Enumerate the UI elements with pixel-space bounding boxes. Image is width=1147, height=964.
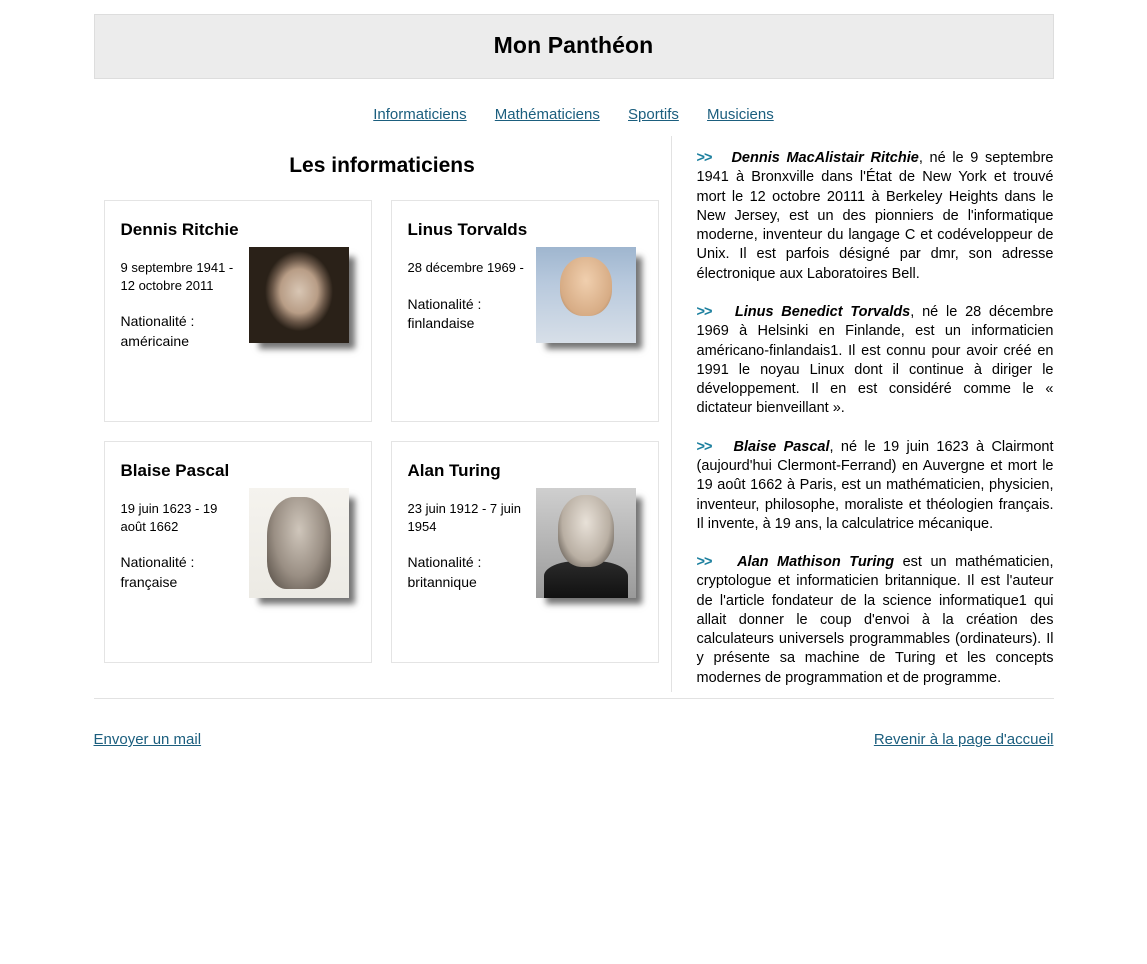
portrait-wrap xyxy=(536,247,636,405)
portrait-wrap xyxy=(536,488,636,646)
nav-link-musiciens[interactable]: Musiciens xyxy=(707,106,774,123)
bio-text: est un mathématicien, cryptologue et informaticien britannique. Il est l'auteur de l'article fondateur de la science informatique1 qui allait donner le coup d'envoi à la création des calculateurs universels programmables (ordinateurs). Il y présente sa machine de Turing et les concepts modernes de programmation et de programme. xyxy=(696,554,1054,686)
person-name: Alan Turing xyxy=(407,461,501,480)
bio-name: Blaise Pascal xyxy=(733,438,830,455)
portrait-wrap xyxy=(249,488,349,646)
back-home-link[interactable]: Revenir à la page d'accueil xyxy=(873,731,1054,749)
portrait-wrap xyxy=(249,247,349,405)
person-name: Dennis Ritchie xyxy=(120,220,239,239)
portrait-linus-torvalds-image xyxy=(536,247,636,343)
site-footer xyxy=(94,699,1054,748)
bio-text: , né le 19 juin 1623 à Clairmont (aujourd'hui Clermont-Ferrand) en Auvergne et mort le 19 août 1662 à Paris, est un mathématicien, physicien, inventeur, philosophe, moraliste et théologien français. Il invente, à 19 ans, la calculatrice mécanique. xyxy=(696,438,1054,532)
send-mail-link[interactable]: Envoyer un mail xyxy=(93,731,202,749)
person-nationality: Nationalité : finlandaise xyxy=(407,295,482,332)
bio-blaise-pascal xyxy=(697,438,1054,534)
content-area xyxy=(94,136,1054,699)
biographies-column xyxy=(672,136,1054,692)
person-card-grid xyxy=(104,200,661,663)
chevron-marker-icon: >> xyxy=(696,438,712,455)
bio-text: , né le 9 septembre 1941 à Bronxville dans l'État de New York et trouvé mort le 12 octobre 20111 à Berkeley Heights dans le New Jersey, est un des pionniers de l'informatique moderne, inventeur du langage C et codéveloppeur de Unix. Il est parfois désigné par dmr, son adresse électronique aux Laboratoires Bell. xyxy=(696,150,1054,282)
site-header xyxy=(94,14,1054,79)
person-card-linus-torvalds[interactable] xyxy=(391,200,659,422)
main-nav xyxy=(94,79,1054,136)
person-nationality: Nationalité : française xyxy=(120,554,195,590)
chevron-marker-icon: >> xyxy=(696,303,712,320)
card-text xyxy=(121,460,241,646)
bio-dennis-ritchie xyxy=(697,149,1054,284)
informaticiens-section xyxy=(94,136,672,692)
person-card-alan-turing[interactable] xyxy=(391,441,659,663)
portrait-blaise-pascal-image xyxy=(249,488,349,598)
person-nationality: Nationalité : britannique xyxy=(407,554,482,590)
page-title: Mon Panthéon xyxy=(493,32,654,58)
bio-name: Linus Benedict Torvalds xyxy=(734,303,911,320)
nav-link-informaticiens[interactable]: Informaticiens xyxy=(373,106,467,123)
person-dates: 19 juin 1623 - 19 août 1662 xyxy=(120,501,218,534)
person-dates: 28 décembre 1969 - xyxy=(407,260,524,276)
card-text xyxy=(121,219,241,405)
card-text xyxy=(408,460,528,646)
section-title: Les informaticiens xyxy=(289,154,475,177)
chevron-marker-icon: >> xyxy=(696,554,712,571)
portrait-dennis-ritchie-image xyxy=(249,247,349,343)
person-card-dennis-ritchie[interactable] xyxy=(104,200,372,422)
nav-link-sportifs[interactable]: Sportifs xyxy=(628,106,679,123)
portrait-alan-turing-image xyxy=(536,488,636,598)
nav-link-mathematiciens[interactable]: Mathématiciens xyxy=(494,106,600,123)
person-nationality: Nationalité : américaine xyxy=(120,313,195,349)
bio-alan-turing xyxy=(697,553,1054,688)
person-name: Linus Torvalds xyxy=(407,220,528,239)
bio-linus-torvalds xyxy=(697,303,1054,419)
person-dates: 23 juin 1912 - 7 juin 1954 xyxy=(407,501,521,534)
card-text xyxy=(408,219,528,405)
person-card-blaise-pascal[interactable] xyxy=(104,441,372,663)
bio-text: , né le 28 décembre 1969 à Helsinki en Finlande, est un informaticien américano-finlandais1. Il est connu pour avoir créé en 1991 le noyau Linux dont il continue à diriger le développement. Il en est considéré comme le « dictateur bienveillant ». xyxy=(696,303,1054,417)
bio-name: Dennis MacAlistair Ritchie xyxy=(731,150,919,166)
person-dates: 9 septembre 1941 - 12 octobre 2011 xyxy=(120,260,234,293)
page-container xyxy=(94,0,1054,748)
person-name: Blaise Pascal xyxy=(120,461,230,480)
chevron-marker-icon: >> xyxy=(696,150,712,166)
bio-name: Alan Mathison Turing xyxy=(737,554,895,571)
